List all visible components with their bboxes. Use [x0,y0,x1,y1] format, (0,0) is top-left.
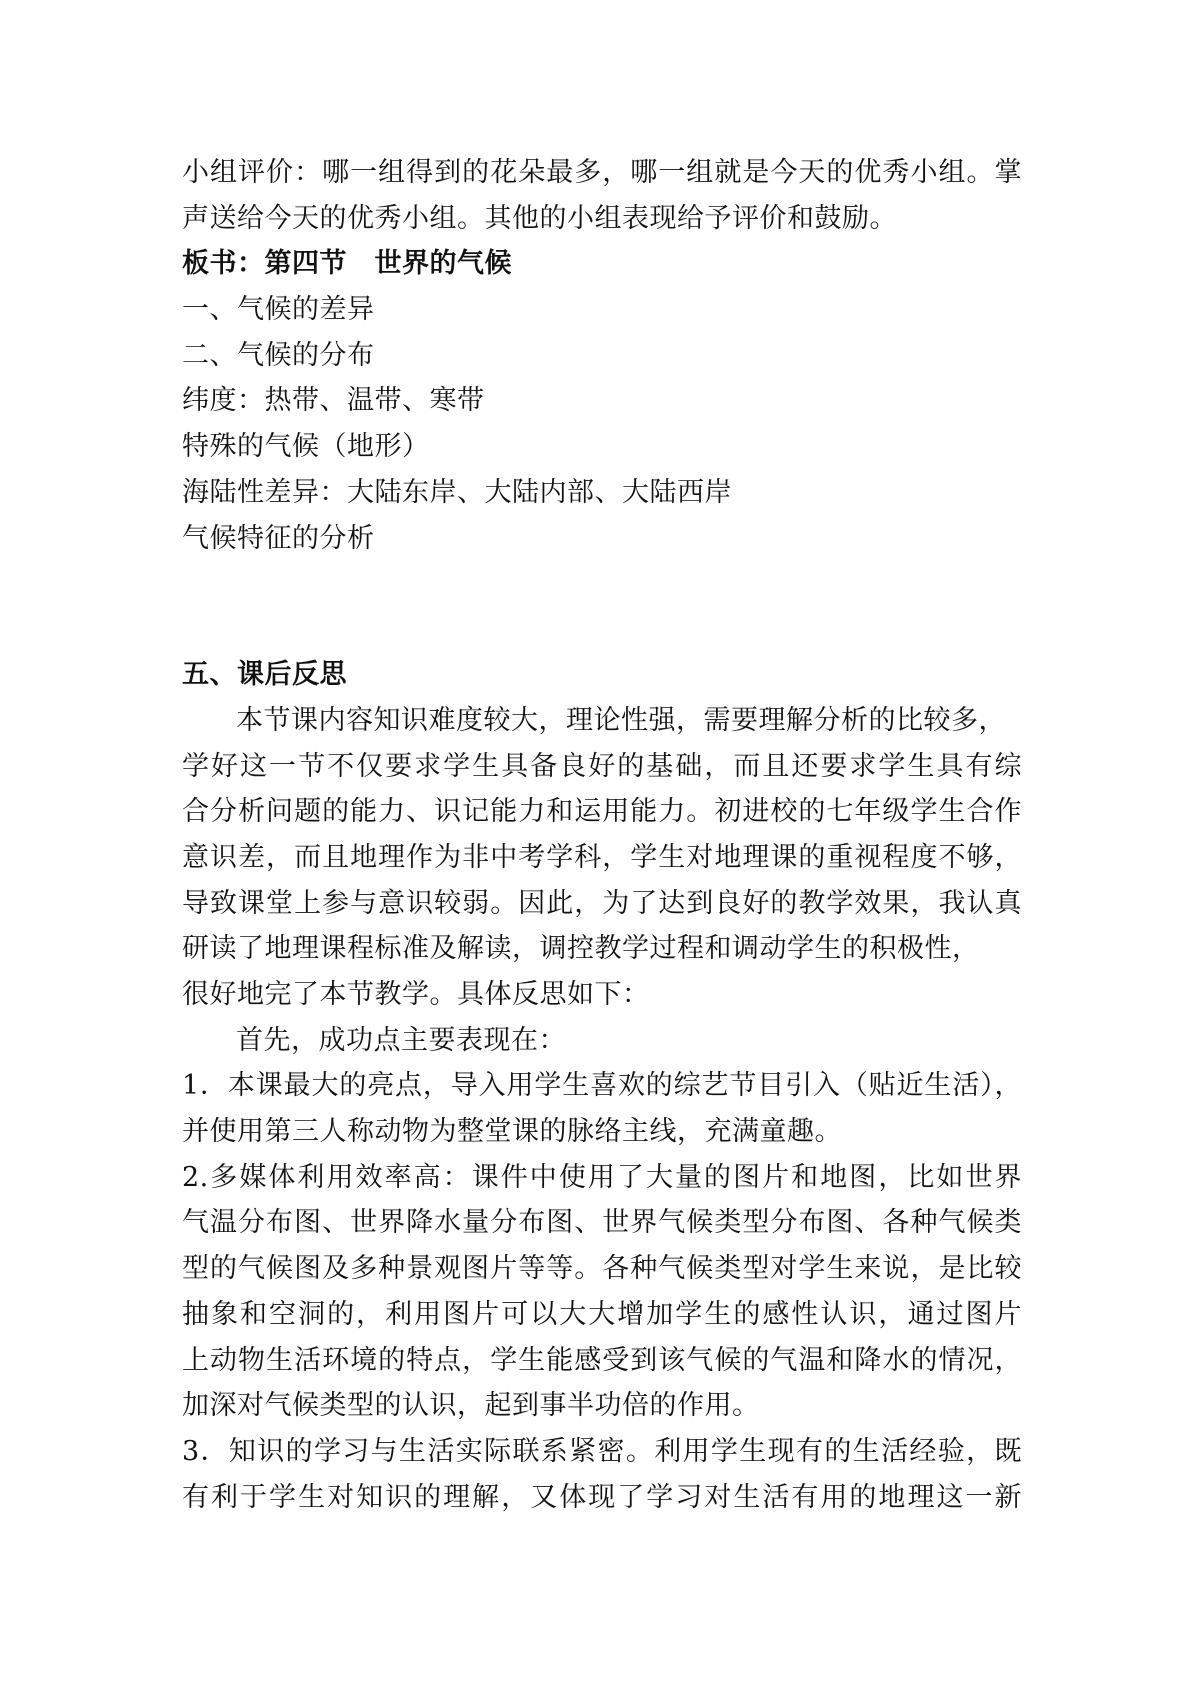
reflection-para1-line-7: 很好地完了本节教学。具体反思如下： [182,979,650,1010]
board-item-3: 纬度：热带、温带、寒带 [182,385,485,417]
board-item-6: 气候特征的分析 [182,522,375,554]
point2-line-5: 上动物生活环境的特点，学生能感受到该气候的气温和降水的情况， [182,1344,1022,1376]
reflection-para1-line-4: 意识差，而且地理作为非中考学科，学生对地理课的重视程度不够， [182,841,1022,873]
point2-line-1: 2.多媒体利用效率高：课件中使用了大量的图片和地图，比如世界 [182,1161,1022,1193]
point3-line-1: 3．知识的学习与生活实际联系紧密。利用学生现有的生活经验，既 [182,1435,1022,1467]
reflection-para1-line-1: 本节课内容知识难度较大，理论性强，需要理解分析的比较多， [236,704,1006,736]
point1-line-1: 1．本课最大的亮点，导入用学生喜欢的综艺节目引入（贴近生活）， [182,1070,1022,1102]
reflection-para2: 首先，成功点主要表现在： [236,1024,566,1056]
reflection-para1-line-5: 导致课堂上参与意识较弱。因此，为了达到良好的教学效果，我认真 [182,887,1022,919]
board-item-5: 海陆性差异：大陆东岸、大陆内部、大陆西岸 [182,476,732,508]
reflection-para1-line-3: 合分析问题的能力、识记能力和运用能力。初进校的七年级学生合作 [182,796,1022,828]
section-spacer [182,561,1022,652]
reflection-heading: 五、课后反思 [182,659,347,691]
reflection-para1-line-6: 研读了地理课程标准及解读，调控教学过程和调动学生的积极性， [182,933,980,965]
evaluation-line-2: 声送给今天的优秀小组。其他的小组表现给予评价和鼓励。 [182,202,897,234]
evaluation-line-1: 小组评价：哪一组得到的花朵最多，哪一组就是今天的优秀小组。掌 [182,157,1022,188]
reflection-para1-line-2: 学好这一节不仅要求学生具备良好的基础，而且还要求学生具有综 [182,750,1022,782]
point2-line-2: 气温分布图、世界降水量分布图、世界气候类型分布图、各种气候类 [182,1207,1022,1239]
document-page [182,150,1022,1520]
point3-line-2: 有利于学生对知识的理解，又体现了学习对生活有用的地理这一新 [182,1481,1022,1513]
point2-line-3: 型的气候图及多种景观图片等等。各种气候类型对学生来说，是比较 [182,1253,1022,1285]
point1-line-2: 并使用第三人称动物为整堂课的脉络主线，充满童趣。 [182,1116,842,1148]
board-item-1: 一、气候的差异 [182,294,375,326]
point2-line-6: 加深对气候类型的认识，起到事半功倍的作用。 [182,1390,760,1422]
point2-line-4: 抽象和空洞的，利用图片可以大大增加学生的感性认识，通过图片 [182,1298,1022,1330]
board-item-2: 二、气候的分布 [182,339,375,371]
board-title: 板书：第四节 世界的气候 [182,248,512,280]
board-item-4: 特殊的气候（地形） [182,431,430,463]
